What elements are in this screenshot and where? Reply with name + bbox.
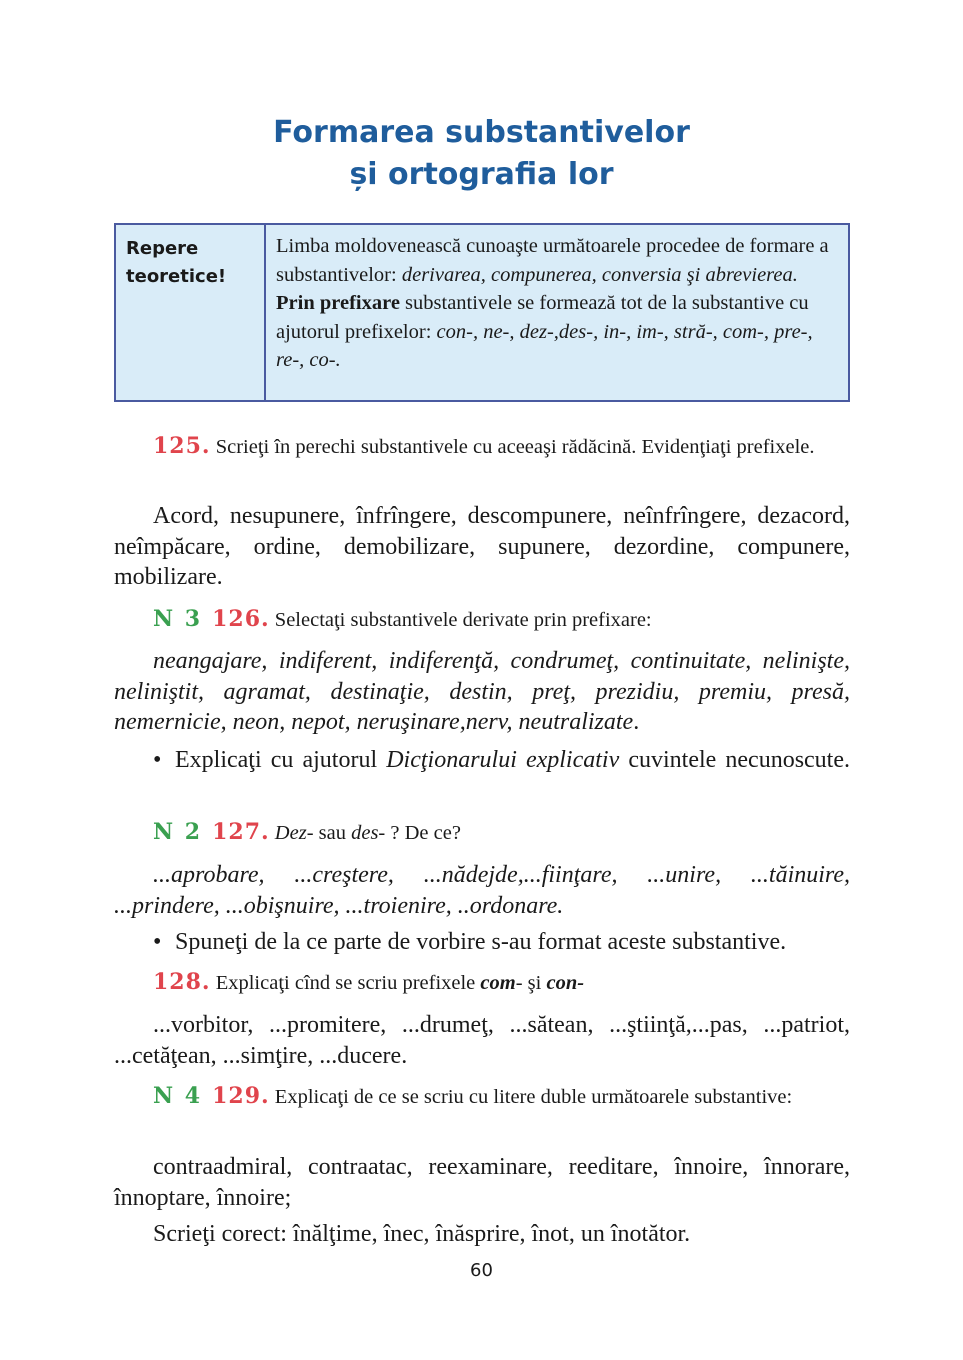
theory-box-content [266, 225, 848, 400]
exercise-instruction: Explicaţi de ce se scriu cu litere duble următoarele substantive: [274, 1086, 793, 1108]
theory-box-label [116, 225, 266, 400]
exercise-number: 127. [212, 819, 270, 845]
theory-p1-italic: derivarea, compunerea, conversia şi abrevierea. [401, 263, 798, 286]
theory-label-line1: Repere [126, 238, 199, 259]
exercise-127-heading [153, 818, 850, 847]
page-title [0, 112, 963, 196]
exercise-126-word-list: neangajare, indiferent, indiferenţă, condrumeţ, continuitate, nelinişte, neliniştit, agramat, destinaţie, destin, preţ, prezidiu, premiu, presă, nemernicie, neon, nepot, neruşinare,nerv, neutralizate [114, 648, 850, 735]
exercise-127-word-list: ...aprobare, ...creştere, ...nădejde,...fiinţare, ...unire, ...tăinuire, ...prindere, ...obişnuire, ...troienire, ..ordonare. [114, 862, 850, 919]
theory-p2-bold: Prin prefixare [276, 292, 400, 314]
exercise-129-text-2: Scrieţi corect: înălţime, înec, înăsprire, înot, un înotător. [153, 1221, 691, 1247]
page-title-line2: și ortografia lor [349, 157, 614, 192]
bullet-text: Spuneţi de la ce parte de vorbire s-au format aceste substantive. [175, 929, 787, 955]
exercise-number: 129. [212, 1083, 270, 1109]
exercise-126-heading [153, 605, 850, 634]
bullet-text [175, 745, 850, 776]
difficulty-badge: N 4 [153, 1083, 203, 1109]
instruction-italic: Dez [274, 822, 307, 844]
instruction-bold: con- [546, 972, 585, 994]
exercise-125-heading [153, 432, 850, 461]
bullet-text-end: cuvintele necunoscute. [619, 747, 851, 773]
exercise-127-text [114, 860, 850, 921]
theory-p1-text: Limba moldovenească cunoaşte următoarele procedee de formare a substantivelor: [276, 235, 829, 286]
bullet-italic: Dicţionarului explicativ [386, 747, 620, 773]
instruction-text: - şi [515, 972, 547, 994]
exercise-instruction: Selectaţi substantivele derivate prin prefixare: [274, 609, 652, 631]
theory-paragraph-1 [276, 232, 838, 289]
bullet-dot: • [153, 929, 162, 955]
exercise-128-heading [153, 968, 850, 997]
theory-box [114, 223, 850, 402]
exercise-126-text [114, 646, 850, 738]
instruction-italic: des [351, 822, 379, 844]
exercise-126-bullet [153, 745, 850, 776]
exercise-number: 125. [153, 433, 211, 459]
exercise-128-text: ...vorbitor, ...promitere, ...drumeţ, ...sătean, ...ştiinţă,...pas, ...patriot, ...cetăţean, ...simţire, ...ducere. [114, 1012, 850, 1069]
difficulty-badge: N 2 [153, 819, 203, 845]
instruction-bold: com [480, 972, 516, 994]
bullet-dot: • [153, 747, 162, 773]
instruction-text: - ? De ce? [378, 822, 461, 844]
exercise-127-bullet [153, 927, 850, 958]
exercise-129-heading [153, 1082, 850, 1111]
exercise-instruction: Scrieţi în perechi substantivele cu aceeaşi rădăcină. Evidenţiaţi prefixele. [215, 436, 815, 458]
difficulty-badge: N 3 [153, 606, 203, 632]
page-number: 60 [470, 1260, 493, 1281]
theory-paragraph-2 [276, 289, 838, 375]
exercise-number: 126. [212, 606, 270, 632]
page-title-line1: Formarea substantivelor [273, 115, 690, 150]
exercise-number: 128. [153, 969, 211, 995]
bullet-text-part: Explicaţi cu ajutorul [175, 747, 387, 773]
exercise-125-text: Acord, nesupunere, înfrîngere, descompunere, neînfrîngere, dezacord, neîmpăcare, ordine, demobilizare, supunere, dezordine, compunere, mobilizare. [114, 503, 850, 590]
exercise-129-text: contraadmiral, contraatac, reexaminare, reeditare, înnoire, înnorare, înnoptare, înnoire; [114, 1154, 850, 1211]
theory-p2-italic: con-, ne-, dez-,des-, in-, im-, stră-, com-, pre-, re-, co-. [276, 320, 813, 371]
instruction-text: - sau [306, 822, 352, 844]
exercise-126-text-end: . [633, 709, 640, 735]
instruction-text: Explicaţi cînd se scriu prefixele [215, 972, 481, 994]
theory-p2-text: substantivele se formează tot de la substantive cu ajutorul prefixelor: [276, 292, 809, 343]
theory-label-line2: teoretice! [126, 266, 227, 287]
